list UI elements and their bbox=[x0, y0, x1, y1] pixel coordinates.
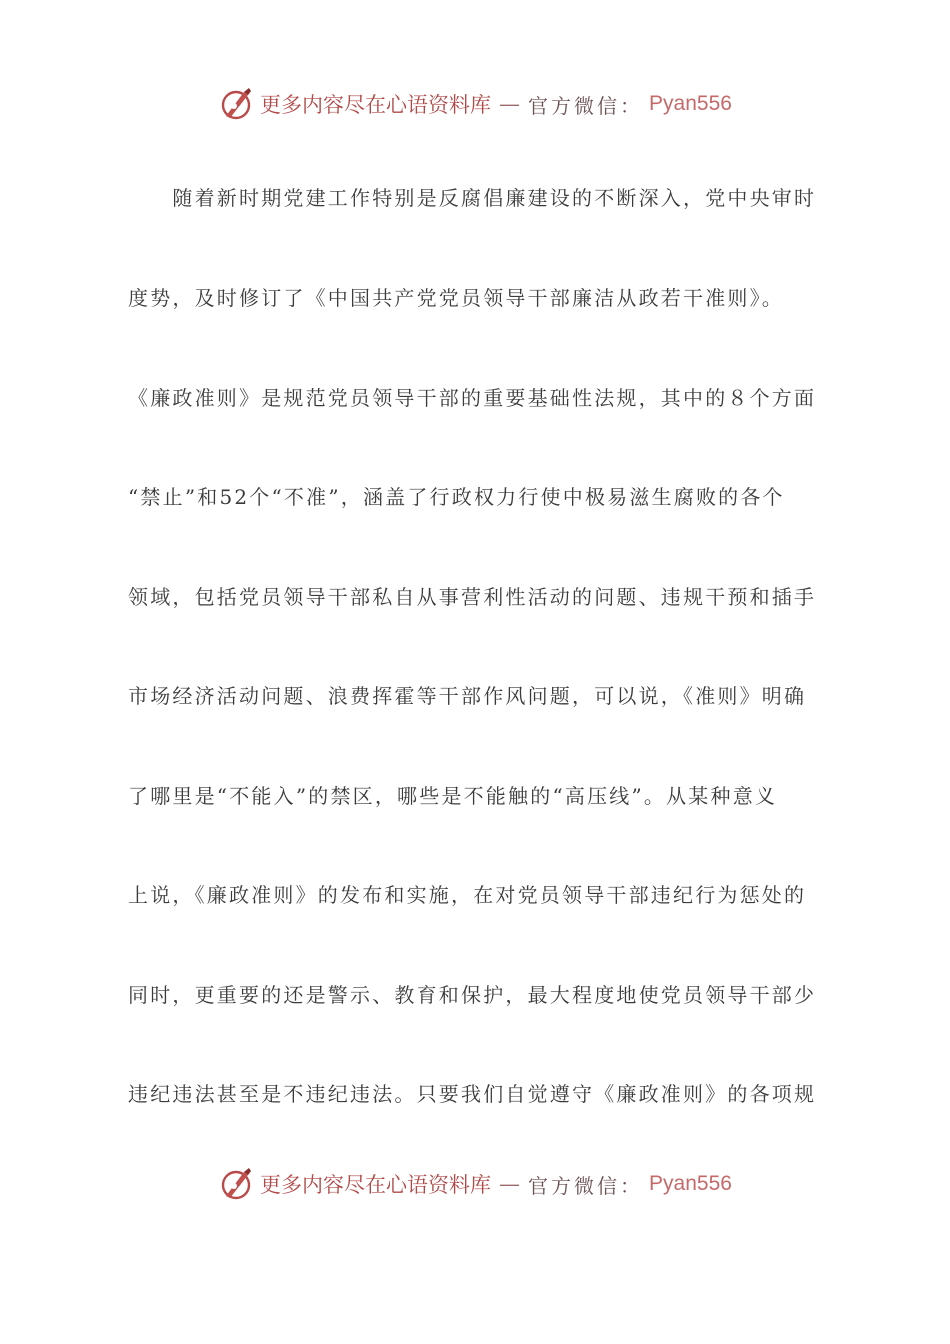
watermark-text: 更多内容尽在心语资料库 bbox=[260, 93, 492, 117]
body-line: 上说，《廉政准则》的发布和实施，在对党员领导干部违纪行为惩处的 bbox=[128, 883, 807, 907]
body-line: “禁止”和52个“不准”，涵盖了行政权力行使中极易滋生腐败的各个 bbox=[128, 485, 785, 509]
watermark-separator: — bbox=[499, 1172, 521, 1196]
footer-watermark bbox=[0, 1162, 950, 1206]
watermark-label: 官方微信： bbox=[528, 93, 644, 118]
body-line: 领域，包括党员领导干部私自从事营利性活动的问题、违规干预和插手 bbox=[128, 585, 817, 609]
body-line: 度势，及时修订了《中国共产党党员领导干部廉洁从政若干准则》。 bbox=[128, 286, 784, 310]
body-line: 《廉政准则》是规范党员领导干部的重要基础性法规，其中的８个方面 bbox=[128, 386, 817, 410]
body-line: 市场经济活动问题、浪费挥霍等干部作风问题，可以说，《准则》明确 bbox=[128, 684, 807, 708]
body-line: 随着新时期党建工作特别是反腐倡廉建设的不断深入，党中央审时 bbox=[128, 186, 817, 210]
body-line: 违纪违法甚至是不违纪违法。只要我们自觉遵守《廉政准则》的各项规 bbox=[128, 1082, 817, 1106]
watermark-separator: — bbox=[499, 92, 521, 116]
watermark-label: 官方微信： bbox=[528, 1173, 644, 1198]
watermark-wechat-id: Pyan556 bbox=[649, 1172, 732, 1195]
watermark-wechat-id: Pyan556 bbox=[649, 92, 732, 115]
body-line: 同时，更重要的还是警示、教育和保护，最大程度地使党员领导干部少 bbox=[128, 983, 817, 1007]
pen-logo-icon bbox=[218, 1166, 254, 1202]
watermark-text: 更多内容尽在心语资料库 bbox=[260, 1173, 492, 1197]
body-line: 了哪里是“不能入”的禁区，哪些是不能触的“高压线”。从某种意义 bbox=[128, 784, 778, 808]
